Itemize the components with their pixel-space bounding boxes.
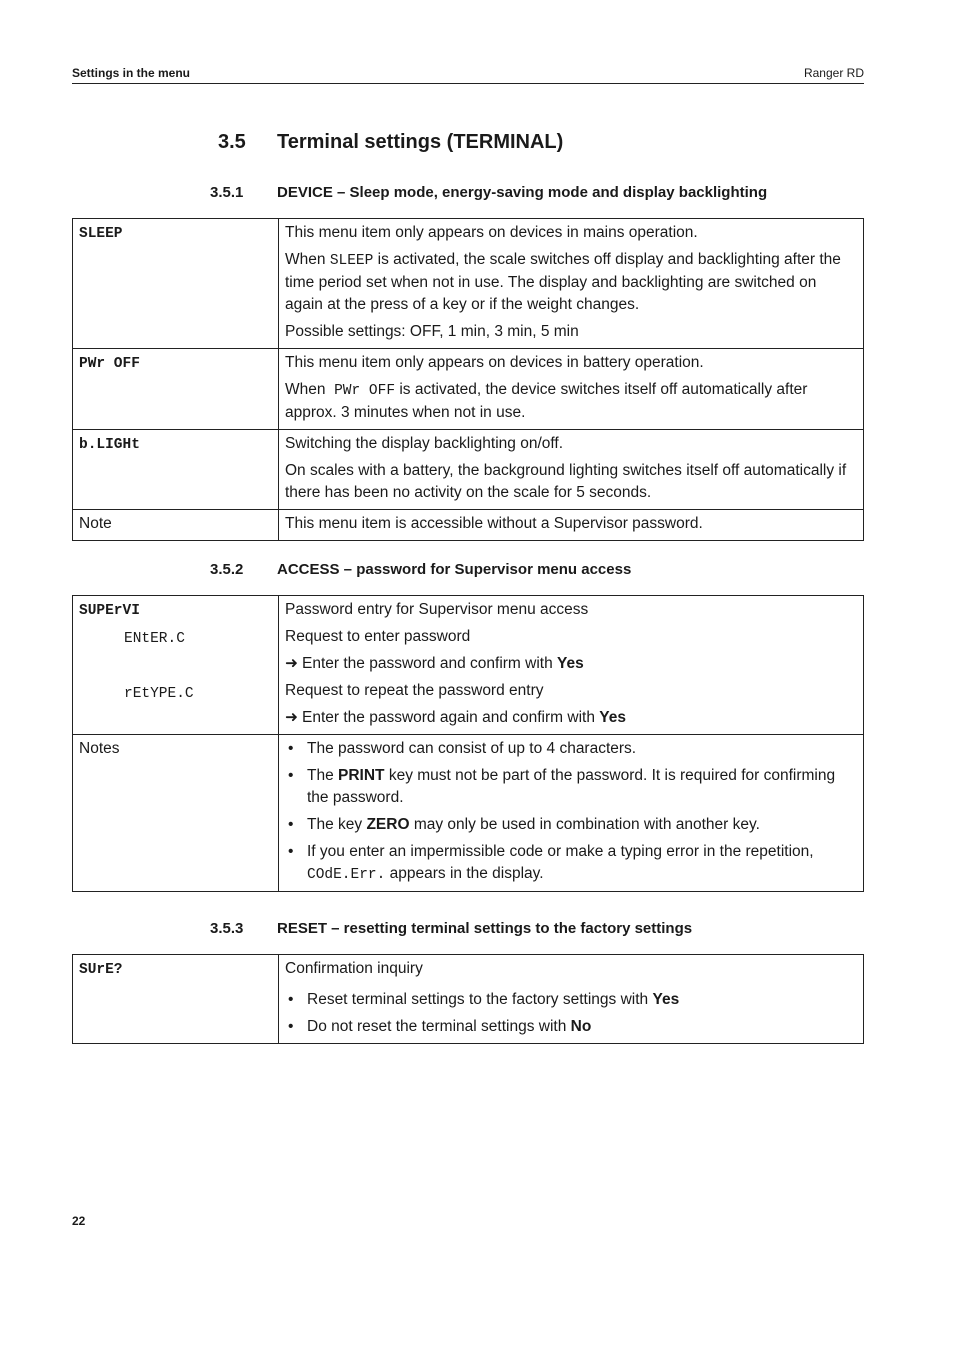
table-cell-label: Note [73,510,279,541]
display-code [79,599,272,622]
key-name: No [570,1018,592,1035]
text: If you enter an impermissible code or make a typing error in the repetition, [307,843,814,860]
subsection-title: ACCESS – password for Supervisor menu access [277,561,632,578]
key-name: Yes [557,655,584,672]
paragraph: Password entry for Supervisor menu access [285,601,589,618]
instruction-step [285,653,857,675]
reset-settings-table [72,954,864,1044]
text: Reset terminal settings to the factory settings with [307,991,653,1008]
page-number: 22 [72,1214,86,1228]
text: key must not be part of the password. It is required for confirming the password. [307,767,836,806]
key-name: Yes [599,709,626,726]
text: The key [307,816,367,833]
text: The [307,767,339,784]
table-row-pwr-off [73,349,864,430]
table-cell-description [279,349,864,430]
paragraph: On scales with a battery, the background lighting switches itself off automatically if there has been no activity on the scale for 5 seconds. [285,462,847,501]
paragraph: This menu item only appears on devices in battery operation. [285,354,704,371]
paragraph [285,379,857,424]
key-name: ZERO [366,816,410,833]
display-code [79,682,272,705]
table-cell-label [73,955,279,1044]
key-name: Yes [652,991,680,1008]
text: may only be used in combination with another key. [409,816,760,833]
list-item [285,1016,857,1038]
subsection-title: RESET – resetting terminal settings to the factory settings [277,920,693,937]
display-code: COdE.Err. [307,867,386,883]
arrow-icon: ➜ [285,709,298,726]
running-header-section: Settings in the menu [72,66,191,80]
arrow-icon: ➜ [285,655,298,672]
table-cell-description [279,430,864,510]
table-row-notes [73,735,864,892]
table-cell-label: Notes [73,735,279,892]
text: is activated, the scale switches off display and backlighting after the time period set when not in use. The display and backlighting are switched on again at the press of a key or if the weight changes. [285,251,841,313]
table-cell-description [279,596,864,735]
text: is activated, the device switches itself off automatically after approx. 3 minutes when not in use. [285,381,808,421]
table-cell-label [73,430,279,510]
subsection-title: DEVICE – Sleep mode, energy-saving mode and display backlighting [277,184,768,201]
display-code: b.LIGHt [79,437,140,453]
text: When [285,251,330,268]
table-row-sleep [73,219,864,349]
table-cell-description [279,955,864,1044]
display-code: SLEEP [329,253,374,269]
paragraph: Switching the display backlighting on/off. [285,435,564,452]
spacer [79,655,272,677]
list-item [285,989,857,1011]
access-settings-table [72,595,864,892]
paragraph: Request to repeat the password entry [285,682,544,699]
running-header-product: Ranger RD [803,66,864,80]
text: rEtYPE.C [124,686,194,702]
paragraph: This menu item only appears on devices in mains operation. [285,224,698,241]
subsection-heading-access [210,561,631,578]
subsection-number: 3.5.1 [210,184,244,201]
subsection-number: 3.5.2 [210,561,244,578]
text: SUPErVI [79,603,140,619]
paragraph: Request to enter password [285,628,471,645]
text: Enter the password again and confirm with [302,709,600,726]
text: Do not reset the terminal settings with [307,1018,571,1035]
paragraph: Confirmation inquiry [285,960,423,977]
paragraph [285,249,857,316]
table-cell-description: This menu item is accessible without a Supervisor password. [279,510,864,541]
table-cell-description [279,219,864,349]
text: ENtER.C [124,631,185,647]
device-settings-table [72,218,864,541]
display-code: PWr OFF [334,383,396,399]
instruction-step [285,707,857,729]
section-heading [218,131,563,154]
table-cell-label [73,219,279,349]
text: appears in the display. [385,865,544,882]
subsection-number: 3.5.3 [210,920,244,937]
table-row-sure [73,955,864,1044]
table-row-backlight [73,430,864,510]
table-row-supervisor [73,596,864,735]
header-rule [72,83,864,84]
display-code: SLEEP [79,226,123,242]
display-code [79,627,272,650]
list-item: • The password can consist of up to 4 characters. [285,738,857,760]
table-cell-description [279,735,864,892]
display-code: SUrE? [79,962,123,978]
subsection-heading-reset [210,920,692,937]
text: Enter the password and confirm with [302,655,558,672]
table-cell-label [73,596,279,735]
text: When [285,381,335,398]
table-cell-label [73,349,279,430]
section-title: Terminal settings (TERMINAL) [277,131,564,153]
paragraph: Possible settings: OFF, 1 min, 3 min, 5 min [285,323,579,340]
table-row-note [73,510,864,541]
display-code: PWr OFF [79,356,140,372]
list-item [285,841,857,886]
list-item [285,765,857,809]
key-name: PRINT [338,767,385,784]
section-number: 3.5 [218,131,246,153]
subsection-heading-device [210,184,767,201]
list-item [285,814,857,836]
